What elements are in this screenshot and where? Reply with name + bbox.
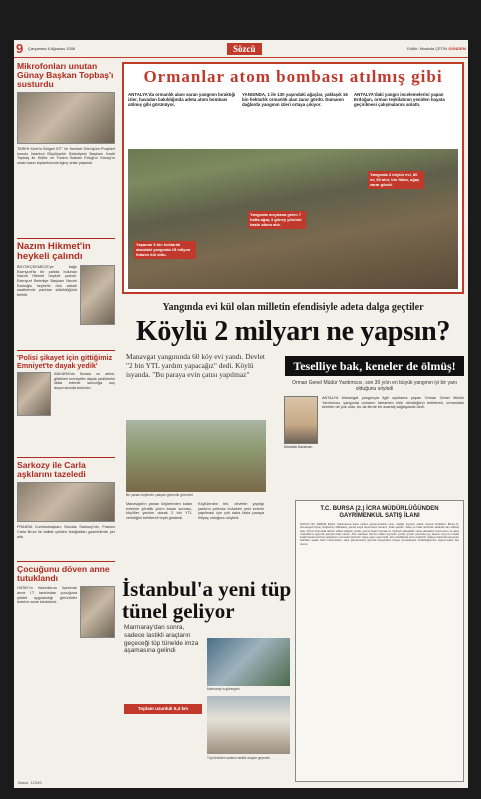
legal-heading: T.C. BURSA (2.) İCRA MÜDÜRLÜĞÜNDEN	[320, 506, 439, 512]
tunnel-map	[207, 638, 290, 686]
story-title: Çocuğunu döven anne tutuklandı	[17, 564, 110, 584]
divider	[17, 561, 115, 562]
story-title: Sarkozy ile Carla aşklarını tazeledi	[17, 460, 86, 480]
story-cocuk	[17, 565, 115, 652]
story-mikrofon	[17, 62, 115, 235]
legal-subheading: GAYRİMENKUL SATIŞ İLANI	[339, 513, 420, 519]
tunnel-render	[207, 696, 290, 754]
banner-title: Ormanlar atom bombası atılmış gibi	[143, 67, 443, 86]
side-story-title: Teselliye bak, keneler de ölmüş!	[285, 356, 464, 376]
photo-caption-2: Yangında meydana gelen 7 hafta ağaç 3 güney yönünü baskı altına aldı.	[248, 211, 306, 229]
tunnel-length-box: Toplam uzunluk 5,4 km	[124, 704, 202, 714]
tunnel-subhead: Marmaray'dan sonra, sadece lastikli araçların geçeceği tüp tünelde imza aşamasına gelindi	[124, 624, 199, 655]
issue-date: Çarşamba 6 Ağustos 2008	[28, 46, 76, 51]
tunnel-map-caption: Marmaray'ın güzergahı	[207, 687, 240, 691]
story-lead: HATAY'ın İskenderun ilçesinde anne İ.T. tarafından çocuğuna şiddet uygulandığı görüntüler üzerine anne tutuklandı.	[17, 586, 77, 605]
official-portrait	[284, 396, 318, 444]
editor-name: Editör: Mustafa ÇETİN	[407, 46, 448, 51]
banner-col-3: ANTALYA'daki yangın incelemelerini yapan Erdoğan, orman teşkilatının yeniden hayata geçirilmesi çalışmalarını anlattı.	[354, 92, 445, 108]
legal-body: DOSYA NO: 2008/46 ESAS. Satılmasına karar verilen gayrimenkulün cinsi, niteliği, kıymeti, adedi, önemli özellikleri: Bursa İli, Osmangazi İlçesi, Doğanbey Mahallesi, parsel sayılı taşınmazın tamamı. İhale şartları: Satış ve ihale tarihinde saatinde ilan edilmiş olup, birinci artırmada tahmin edilen değerin yüzde yetmiş beşini bulmak ve rüçhanlı alacaklılar varsa alacakları mecmuunu ve satış masraflarını geçmek şartıyla ihale olunur. Alıcı olanların tahmin edilen kıymetin yüzde yirmisi oranında pey akçesi veya bu miktar kadar banka teminat mektubunu vermeleri lazımdır. Satış peşin para iledir, alıcı istediğinde süre verilebilir. İhaleye katılmak isteyenler belirtilen saatte hazır bulunmaları, satış şartnamesini görmek isteyenlerin dosya numarasıyla müdürlüğümüze başvurmaları ilan olunur.	[300, 523, 459, 546]
story-lead: TARİHİ Kent'in Bölgeli SİT' Ve Kentsel Dönüşüm Projeleri konulu İstanbul Büyükşehir Belediyesi Başkanı Kadir Topbaş ile Kültür ve Turizm Bakanı Ertuğrul Günay'ın ortak basın toplantısında ilginç anlar yaşandı.	[17, 147, 115, 165]
side-story-subhead: Orman Genel Müdür Yardımcısı, son 30 yılın en büyük yangının iyi bir yanı olduğunu söyledi	[292, 380, 457, 392]
photo-caption-3: Yangında 3 köyün evi, 80 ev, 60 ahır, bin fidan, ağaç zarar gördü.	[368, 171, 424, 189]
aerial-fire-photo	[128, 149, 458, 289]
villagers-caption: Bir yanan köylerde çalışan güvenlik görevlisi.	[126, 493, 194, 497]
editor-credit	[407, 46, 466, 51]
newspaper-page	[14, 40, 468, 788]
banner-col-1: ANTALYA'da ormanlık alanı saran yangının bıraktığı izler, havadan bakıldığında adeta atom bombası atılmış gibi görünüyor.	[128, 92, 236, 108]
page-number: 9	[16, 41, 24, 56]
story-nazim-hikmet	[17, 242, 115, 347]
section-name: GÜNDEM	[448, 46, 466, 51]
banner-col-2: YANGINDA, 1 ile 130 yaşındaki ağaçlar, yaklaşık 16 bin hektarlık ormanlık alan zarar gördü. Dumanın dağlarda yangının izleri ortaya çıkıyor.	[242, 92, 348, 108]
legal-notice	[295, 500, 464, 782]
story-lead: ANKARA'da Nurala ve ailesi, gitdikleri emniyette dayak yediklerini iddia ederek savcılığa suç duyurusunda bulundu.	[54, 372, 115, 391]
story-sarkozy	[17, 461, 115, 558]
tunnel-headline: İstanbul'a yeni tüp tünel geliyor	[122, 577, 292, 623]
divider	[17, 350, 115, 351]
divider	[17, 457, 115, 458]
story-lead: BÜYÜKÇEKMECE'ye bağlı Esenyurt'ta bir parkta bulunan Nazım Hikmet heykeli çalındı. Esenyurt Belediye Başkanı Necmi Kadıoğlu heykelin dün sabah saatlerinde parktan söküldüğünü belirtti.	[17, 265, 77, 297]
left-column	[17, 62, 115, 652]
story-polis	[17, 354, 115, 454]
story-photo	[17, 92, 115, 144]
page-header	[14, 40, 468, 58]
kicker-line: Yangında evi kül olan milletin efendisiyle adeta dalga geçtiler	[162, 302, 424, 313]
body-col-2: Köylülerden biri, devletin yaptığı yardımı yetersiz bulurken yeni evlerin yapılması için çok daha fazla paraya ihtiyaç olduğunu söyledi.	[198, 502, 264, 520]
side-story-body: ANTALYA Manavgat yangınıyla ilgili açıklama yapan Orman Genel Müdür Yardımcısı, yangında ormanın tamamen küle döndüğünü belirterek, ormandaki keneler de yok oldu, bu da ilerde bir avantaj sağlayacak dedi.	[322, 396, 464, 410]
tunnel-render-caption: Tüp tünelden sadece lastikli araçlar geçecek.	[207, 756, 271, 760]
forest-fire-banner	[122, 62, 464, 294]
main-headline: Köylü 2 milyarı ne yapsın?	[135, 316, 451, 347]
story-title: Mikrofonları unutan Günay Başkan Topbaş'ı susturdu	[17, 61, 114, 90]
page-footer: Basın: 12345	[18, 780, 42, 785]
mother-photo	[80, 586, 115, 638]
body-col-1: Manavgat'ın yanan köylerinden kalan evlerine yönelik yıkım kararı sonrası, köylüler yardım olarak 2 bin YTL verildiğini belirterek tepki gösterdi.	[126, 502, 192, 520]
story-lead: FRANSA Cumhurbaşkanı Nicolas Sarkozy'nin, Fransız Carla Bruni ile tatilde çekilen fotoğrafları gazetelerde yer aldı.	[17, 525, 115, 539]
woman-photo	[17, 372, 51, 416]
story-title: 'Polisi şikayet için gittiğimiz Emniyet'te dayak yedik'	[17, 353, 113, 370]
photo-caption-1: Yaşanan 5 bin hektarlık alandaki yangında 15 milyon fidanın kül oldu.	[134, 241, 196, 259]
villagers-photo	[126, 420, 266, 492]
divider	[17, 238, 115, 239]
portrait-name: Mustafa Karaman	[284, 445, 313, 449]
newspaper-logo: Sözcü	[227, 43, 262, 55]
story-title: Nazım Hikmet'in heykeli çalındı	[17, 241, 91, 263]
statue-photo	[80, 265, 115, 325]
main-subhead: Manavgat yangınında 60 köy evi yandı. Devlet "2 bin YTL yardım yapacağız" dedi. Köylü isyanda. "Bu paraya evin çatısı yapılmaz"	[126, 352, 265, 379]
couple-photo	[17, 482, 115, 522]
